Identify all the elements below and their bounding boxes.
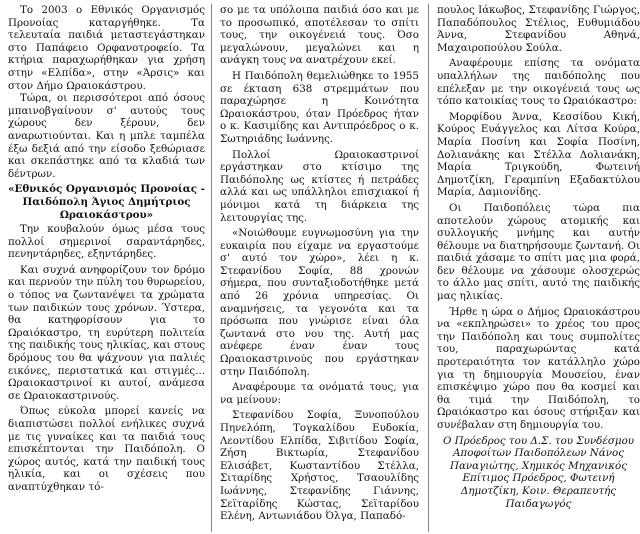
column-2 — [211, 4, 419, 532]
paragraph: Αναφέρουμε τα ονόματά τους, για να μείνουν: — [220, 381, 419, 406]
paragraph: Τώρα, οι περισσότεροι από όσους μπαινοβγαίνουν σ' αυτούς τους χώρους δεν ξέρουν, δεν αναρωτιούνται. Και η μπλε ταμπέλα έξω δεξιά από την είσοδο ξεθώριασε και σκεπάστηκε από τα κλαδιά των δέντρων. — [8, 92, 205, 180]
signature-honorary-president: Επίτιμος Πρόεδρος, Φωτεινή Δημοτζίκη, Κοιν. Θεραπευτής Παιδαγωγός — [460, 472, 617, 510]
paragraph: Όπως εύκολα μπορεί κανείς να διαπιστώσει πολλοί ενήλικες συχνά με τις γυναίκες και τα παιδιά τους επισκέπτονται την Παιδόπολη. Ο χώρος αυτός, κατά την παιδική τους ηλικία, και οι σχέσεις που αναπτύχθηκαν τό- — [8, 405, 205, 493]
names-list: Στεφανίδου Σοφία, Ξυνοπούλου Πηνελόπη, Τογκαλίδου Ευδοκία, Λεοντίδου Ελπίδα, Σιβιτίδου Σοφία, Ζήση Βικτωρία, Στεφανίδου Ελισάβετ, Κωσταντίδου Στέλλα, Σιταρίδης Χρήστος, Τσαουλίδης Ιωάννης, Στεφανίδης Γιάννης, Σεϊταρίδης Κώστας, Σεϊταρίδου Ελένη, Αντωνιάδου Όλγα, Παπαδό- — [220, 409, 419, 523]
column-3 — [428, 4, 640, 532]
column-1 — [8, 4, 205, 532]
paragraph: Πολλοί Ωραιοκαστρινοί εργάστηκαν στο κτίσιμο της Παιδόπολης ως κτίστες ή πετράδες αλλά και ως υπάλληλοι επισχιακοί ή μόνιμοι κατά τη διάρκεια της λειτουργίας της. — [220, 148, 419, 224]
paragraph: Την κουβαλούν όμως μέσα τους πολλοί σημερινοί σαραντάρηδες, πενηντάρηδες, εξηντάρηδες. — [8, 223, 205, 261]
paragraph: Ήρθε η ώρα ο Δήμος Ωραιοκάστρου να «εκπληρώσει» το χρέος του προς την Παιδόπολη και τους συμπολίτες του, παραχωρώντας κατά προτεραιότητα τον κατάλληλο χώρο για τη δημιουργία Μουσείου, έναν επισκέψιμο χώρο που θα κοσμεί και θα τιμά την Παιδόπολη, το Ωραιόκαστρο και όσους στήριξαν και συνέβαλαν στη δημιουργία του. — [437, 305, 640, 431]
section-heading: «Εθνικός Οργανισμός Προνοίας - Παιδόπολη Άγιος Δημήτριος Ωραιοκάστρου» — [8, 183, 205, 221]
paragraph: Αναφέρουμε επίσης τα ονόματα υπαλλήλων της παιδόπολης που επέλεξαν με την οικογένειά τους ως τόπο κατοικίας τους το Ωραιόκαστρο: — [437, 57, 640, 108]
paragraph: Και συχνά ανηφορίζουν τον δρόμο και περνούν την πύλη του θυρωρείου, ο τόπος να ζωντανέψει τα χρώματα των παιδικών τους χρόνων. Ύστερα, θα κατηφορίσουν για το Ωραιόκαστρο, τη ευρύτερη πολιτεία της παιδικής τους ηλικίας, και στους δρόμους του θα ψάχνουν για παλιές εικόνες, περιστατικά και στιγμές... Ωραιοκαστρινοί κι αυτοί, ανάμεσα σε Ωραιοκαστρινούς. — [8, 263, 205, 402]
paragraph: Το 2003 ο Εθνικός Οργανισμός Προνοίας καταργήθηκε. Τα τελευταία παιδιά μεταστεγάστηκαν στο Παπάφειο Ορφανοτροφείο. Τα κτήρια παραχωρήθηκαν για χρήση στην «Ελπίδα», στην «Άρσις» και στον Δήμο Ωραιοκάστρου. — [8, 4, 205, 92]
paragraph: σο με τα υπόλοιπα παιδιά όσο και με το προσωπικό, αποτέλεσαν το σπίτι τους, την οικογένειά τους. Όσο μεγαλώνουν, μεγαλώνει και η ανάγκη τους να ανατρέχουν εκεί. — [220, 4, 419, 67]
paragraph: Οι Παιδοπόλεις τώρα πια αποτελούν χώρους ατομικής και συλλογικής μνήμης και αυτήν θέλουμε να διατηρήσουμε ζωντανή. Οι παιδιά χάσαμε το σπίτι μας μια φορά, δεν θέλουμε να χάσουμε ολοσχερώς το άλλο μας σπίτι, αυτό της παιδικής μας ηλικίας. — [437, 201, 640, 303]
names-list: πουλος Ιάκωβος, Στεφανίδης Γιώργος, Παπαδόπουλος Στέλιος, Ευθυμιάδου Άννα, Στεφανίδου Αθηνά, Μαχαιροπούλου Σούλα. — [437, 4, 640, 54]
signature-president: Ο Πρόεδρος του Δ.Σ. του Συνδέσμου Αποφοίτων Παιδοπόλεων Νάνος Παναγιώτης, Χημικός Μηχανικός — [442, 434, 635, 472]
quote-paragraph: «Νοιώθουμε ευγνωμοσύνη για την ευκαιρία που είχαμε να εργαστούμε σ' αυτό τον χώρο», λέει η κ. Στεφανίδου Σοφία, 88 χρονών σήμερα, που συνταξιοδοτήθηκε μετά από 26 χρόνια υπηρεσίας. Οι αναμνήσεις, τα γεγονότα και τα πρόσωπα που γνώρισε είναι όλα ζωντανά στο νου της. Αυτή μας ανέφερε έναν έναν τους Ωραιοκαστρινούς που εργάστηκαν στην Παιδόπολη. — [220, 227, 419, 378]
names-list: Μορφίδου Άννα, Κεσσίδου Κική, Κούρος Ευάγγελος και Λίτσα Κούρα, Μαρία Ποσίνη και Σοφία Ποσίνη, Δολιανάκης και Στέλλα Δολιανάκη, Μαρία Τριγκούδη, Φωτεινή Δημοτζίκη, Γεραμπίνη Εξαδακτύλου Μαρία, Δαμιονίδης. — [437, 110, 640, 199]
paragraph: Η Παιδόπολη θεμελιώθηκε το 1955 σε έκταση 638 στρεμμάτων που παραχώρησε η Κοινότητα Ωραιοκάστρου, όταν Πρόεδρος ήταν ο κ. Κασιμίδης και Αντιπρόεδρος ο κ. Σωτηριάδης Ιωάννης. — [220, 69, 419, 145]
